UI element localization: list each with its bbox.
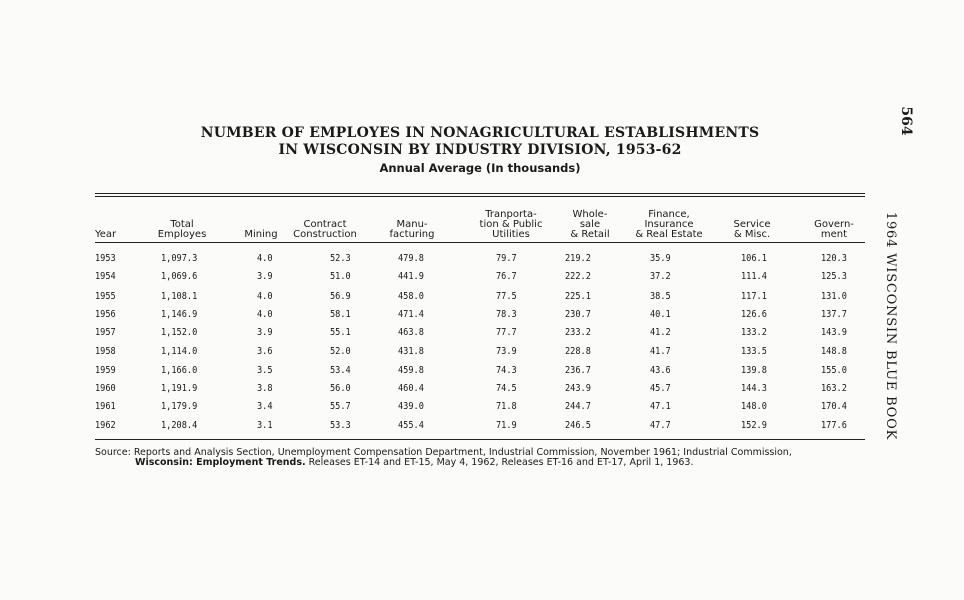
table-row [95, 290, 865, 304]
top-rule [95, 193, 865, 194]
value-cell: 55.7 [330, 401, 351, 412]
table-title-line-1: NUMBER OF EMPLOYES IN NONAGRICULTURAL ESTABLISHMENTS [200, 125, 760, 141]
value-cell: 137.7 [821, 309, 847, 320]
bottom-rule [95, 439, 865, 440]
year-cell: 1959 [95, 365, 116, 376]
table-row [95, 419, 865, 433]
year-cell: 1954 [95, 271, 116, 282]
value-cell: 120.3 [821, 253, 847, 264]
value-cell: 219.2 [565, 253, 591, 264]
value-cell: 52.0 [330, 346, 351, 357]
column-header: Govern- ment [814, 219, 854, 240]
value-cell: 243.9 [565, 383, 591, 394]
column-header: Mining [244, 229, 278, 240]
header-rule [95, 242, 865, 243]
year-cell: 1961 [95, 401, 116, 412]
table-row [95, 364, 865, 378]
source-releases: Releases ET-14 and ET-15, May 4, 1962, Releases ET-16 and ET-17, April 1, 1963. [305, 457, 694, 468]
table-row [95, 345, 865, 359]
value-cell: 1,191.9 [161, 383, 198, 394]
value-cell: 148.0 [741, 401, 767, 412]
value-cell: 431.8 [398, 346, 424, 357]
table-row [95, 400, 865, 414]
value-cell: 106.1 [741, 253, 767, 264]
value-cell: 143.9 [821, 327, 847, 338]
value-cell: 126.6 [741, 309, 767, 320]
year-cell: 1953 [95, 253, 116, 264]
year-cell: 1955 [95, 291, 116, 302]
year-cell: 1962 [95, 420, 116, 431]
table-row [95, 326, 865, 340]
value-cell: 230.7 [565, 309, 591, 320]
table-row [95, 382, 865, 396]
value-cell: 479.8 [398, 253, 424, 264]
value-cell: 37.2 [650, 271, 671, 282]
value-cell: 77.5 [496, 291, 517, 302]
value-cell: 47.7 [650, 420, 671, 431]
source-text: Reports and Analysis Section, Unemployment Compensation Department, Industrial Commission, November 1961; Industrial Commission, [133, 447, 792, 458]
value-cell: 459.8 [398, 365, 424, 376]
value-cell: 71.9 [496, 420, 517, 431]
value-cell: 3.1 [257, 420, 273, 431]
value-cell: 73.9 [496, 346, 517, 357]
value-cell: 1,097.3 [161, 253, 198, 264]
value-cell: 439.0 [398, 401, 424, 412]
value-cell: 233.2 [565, 327, 591, 338]
value-cell: 47.1 [650, 401, 671, 412]
value-cell: 1,069.6 [161, 271, 198, 282]
value-cell: 1,114.0 [161, 346, 198, 357]
value-cell: 38.5 [650, 291, 671, 302]
table-row [95, 308, 865, 322]
value-cell: 3.9 [257, 271, 273, 282]
page-number: 564 [898, 106, 914, 136]
value-cell: 53.4 [330, 365, 351, 376]
value-cell: 455.4 [398, 420, 424, 431]
value-cell: 144.3 [741, 383, 767, 394]
year-cell: 1958 [95, 346, 116, 357]
value-cell: 78.3 [496, 309, 517, 320]
value-cell: 40.1 [650, 309, 671, 320]
value-cell: 4.0 [257, 291, 273, 302]
value-cell: 76.7 [496, 271, 517, 282]
value-cell: 244.7 [565, 401, 591, 412]
value-cell: 460.4 [398, 383, 424, 394]
column-header: Total Employes [157, 219, 207, 240]
year-cell: 1957 [95, 327, 116, 338]
column-header: Year [95, 229, 117, 240]
value-cell: 148.8 [821, 346, 847, 357]
value-cell: 1,152.0 [161, 327, 198, 338]
value-cell: 163.2 [821, 383, 847, 394]
value-cell: 45.7 [650, 383, 671, 394]
value-cell: 139.8 [741, 365, 767, 376]
value-cell: 1,208.4 [161, 420, 198, 431]
table-subtitle: Annual Average (In thousands) [379, 161, 581, 175]
year-cell: 1960 [95, 383, 116, 394]
value-cell: 41.2 [650, 327, 671, 338]
column-header: Service & Misc. [733, 219, 771, 240]
value-cell: 177.6 [821, 420, 847, 431]
value-cell: 3.5 [257, 365, 273, 376]
value-cell: 3.8 [257, 383, 273, 394]
value-cell: 222.2 [565, 271, 591, 282]
value-cell: 71.8 [496, 401, 517, 412]
value-cell: 35.9 [650, 253, 671, 264]
value-cell: 53.3 [330, 420, 351, 431]
value-cell: 43.6 [650, 365, 671, 376]
value-cell: 4.0 [257, 253, 273, 264]
value-cell: 111.4 [741, 271, 767, 282]
value-cell: 117.1 [741, 291, 767, 302]
column-header: Tranporta- tion & Public Utilities [479, 209, 543, 240]
value-cell: 58.1 [330, 309, 351, 320]
top-rule-inner [95, 196, 865, 197]
value-cell: 3.4 [257, 401, 273, 412]
value-cell: 155.0 [821, 365, 847, 376]
column-header: Manu- facturing [389, 219, 435, 240]
value-cell: 77.7 [496, 327, 517, 338]
value-cell: 133.5 [741, 346, 767, 357]
value-cell: 74.5 [496, 383, 517, 394]
value-cell: 133.2 [741, 327, 767, 338]
value-cell: 56.9 [330, 291, 351, 302]
value-cell: 236.7 [565, 365, 591, 376]
value-cell: 4.0 [257, 309, 273, 320]
value-cell: 1,108.1 [161, 291, 198, 302]
value-cell: 125.3 [821, 271, 847, 282]
value-cell: 55.1 [330, 327, 351, 338]
value-cell: 3.6 [257, 346, 273, 357]
value-cell: 458.0 [398, 291, 424, 302]
value-cell: 1,179.9 [161, 401, 198, 412]
value-cell: 41.7 [650, 346, 671, 357]
value-cell: 170.4 [821, 401, 847, 412]
value-cell: 79.7 [496, 253, 517, 264]
value-cell: 1,146.9 [161, 309, 198, 320]
column-header: Whole- sale & Retail [570, 209, 610, 240]
value-cell: 56.0 [330, 383, 351, 394]
year-cell: 1956 [95, 309, 116, 320]
column-header: Finance, Insurance & Real Estate [635, 209, 703, 240]
value-cell: 52.3 [330, 253, 351, 264]
source-bold-title: Wisconsin: Employment Trends. [135, 457, 306, 468]
value-cell: 51.0 [330, 271, 351, 282]
value-cell: 152.9 [741, 420, 767, 431]
value-cell: 471.4 [398, 309, 424, 320]
source-label: Source: [95, 447, 131, 458]
running-head: 1964 WISCONSIN BLUE BOOK [883, 211, 898, 441]
value-cell: 74.3 [496, 365, 517, 376]
value-cell: 463.8 [398, 327, 424, 338]
column-header: Contract Construction [293, 219, 357, 240]
source-line-2 [135, 458, 865, 468]
value-cell: 131.0 [821, 291, 847, 302]
value-cell: 246.5 [565, 420, 591, 431]
table-title-line-2: IN WISCONSIN BY INDUSTRY DIVISION, 1953-62 [278, 142, 682, 158]
table-row [95, 270, 865, 284]
value-cell: 228.8 [565, 346, 591, 357]
value-cell: 1,166.0 [161, 365, 198, 376]
table-row [95, 252, 865, 266]
value-cell: 225.1 [565, 291, 591, 302]
value-cell: 3.9 [257, 327, 273, 338]
value-cell: 441.9 [398, 271, 424, 282]
